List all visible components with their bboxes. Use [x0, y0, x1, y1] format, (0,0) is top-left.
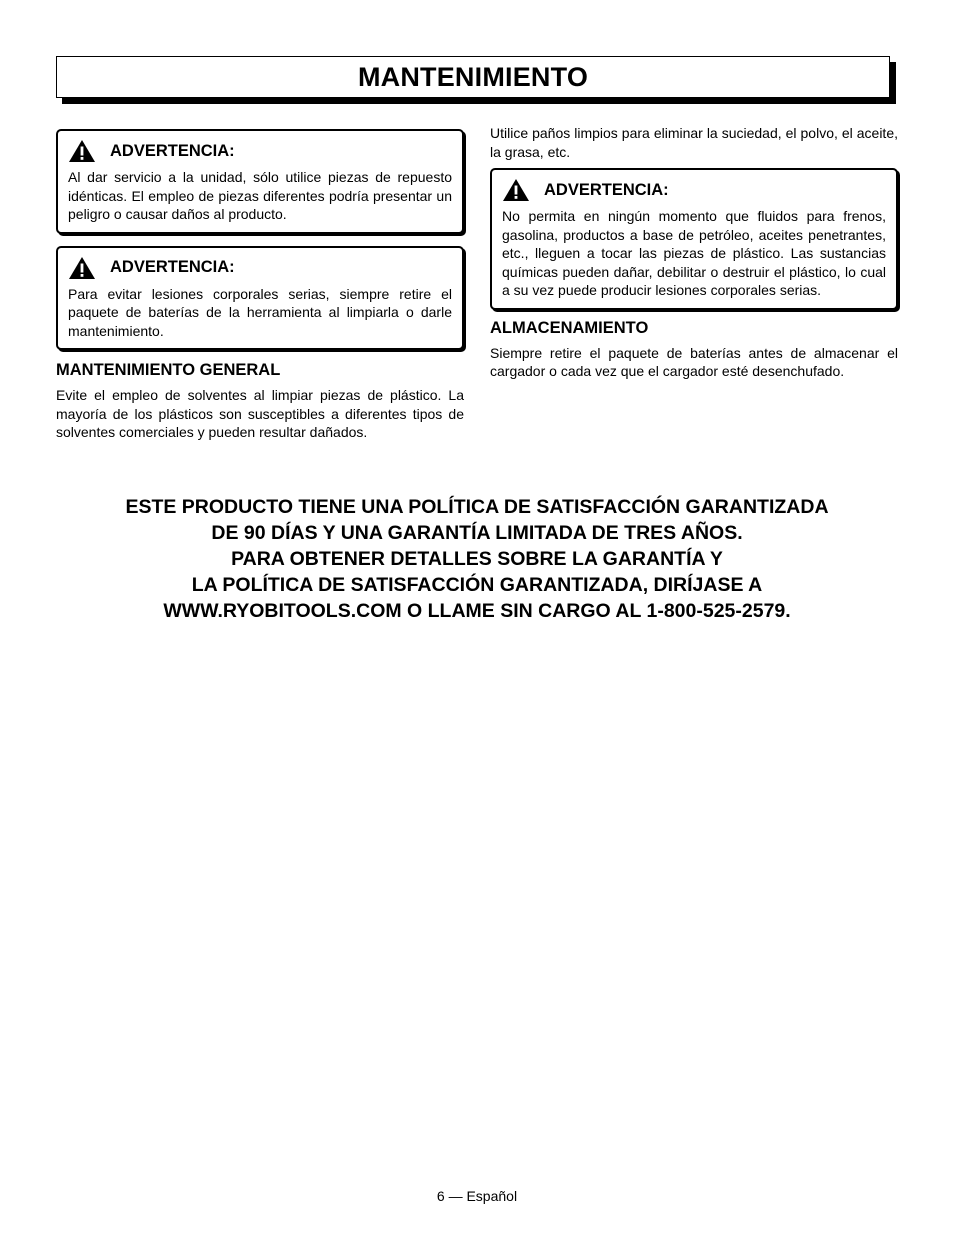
- warning-box-remove-battery: [56, 246, 464, 351]
- warning-header: [68, 139, 452, 163]
- general-maintenance-heading: MANTENIMIENTO GENERAL: [56, 361, 281, 379]
- warning-header: [68, 256, 452, 280]
- guarantee-notice: [40, 494, 914, 624]
- warning-triangle-icon: [68, 256, 96, 280]
- warning-text: Al dar servicio a la unidad, sólo utilice piezas de repuesto idénticas. El empleo de piezas diferentes podría presentar un peligro o causar daños al producto.: [68, 169, 452, 222]
- warning-triangle-icon: [68, 139, 96, 163]
- warning-title: ADVERTENCIA:: [110, 141, 235, 160]
- storage-text: Siempre retire el paquete de baterías antes de almacenar el cargador o cada vez que el cargador esté desenchufado.: [490, 344, 898, 379]
- warning-box-fluids: [490, 168, 898, 310]
- storage-heading: ALMACENAMIENTO: [490, 318, 649, 337]
- warning-title: ADVERTENCIA:: [544, 180, 669, 199]
- general-maintenance-text: Evite el empleo de solventes al limpiar piezas de plástico. La mayoría de los plásticos son susceptibles a diferentes tipos de solventes comerciales y pueden resultar dañados.: [56, 387, 464, 440]
- guarantee-line: LA POLÍTICA DE SATISFACCIÓN GARANTIZADA, DIRÍJASE A: [191, 574, 763, 596]
- warning-text: Para evitar lesiones corporales serias, siempre retire el paquete de baterías de la herramienta al limpiarla o darle mantenimiento.: [68, 285, 452, 339]
- cleaning-text: Utilice paños limpios para eliminar la suciedad, el polvo, el aceite, la grasa, etc.: [490, 125, 898, 160]
- page-number: 6 — Español: [436, 1188, 518, 1204]
- guarantee-line: WWW.RYOBITOOLS.COM O LLAME SIN CARGO AL 1-800-525-2579.: [163, 600, 791, 622]
- warning-box-replacement-parts: [56, 129, 464, 234]
- warning-header: [502, 178, 886, 202]
- left-column: [56, 124, 464, 442]
- warning-triangle-icon: [502, 178, 530, 202]
- right-column: [490, 124, 898, 381]
- page-title: MANTENIMIENTO: [357, 61, 589, 92]
- section-header: [56, 56, 890, 98]
- guarantee-line: ESTE PRODUCTO TIENE UNA POLÍTICA DE SATISFACCIÓN GARANTIZADA: [125, 496, 829, 518]
- warning-text: No permita en ningún momento que fluidos para frenos, gasolina, productos a base de petróleo, aceites penetrantes, etc., lleguen a tocar las piezas de plástico. Las sustancias químicas pueden dañar, debilitar o destruir el plástico, lo cual a su vez puede producir lesiones corporales serias.: [502, 208, 886, 298]
- warning-title: ADVERTENCIA:: [110, 258, 235, 276]
- guarantee-line: PARA OBTENER DETALLES SOBRE LA GARANTÍA Y: [231, 548, 723, 570]
- guarantee-line: DE 90 DÍAS Y UNA GARANTÍA LIMITADA DE TRES AÑOS.: [211, 522, 743, 544]
